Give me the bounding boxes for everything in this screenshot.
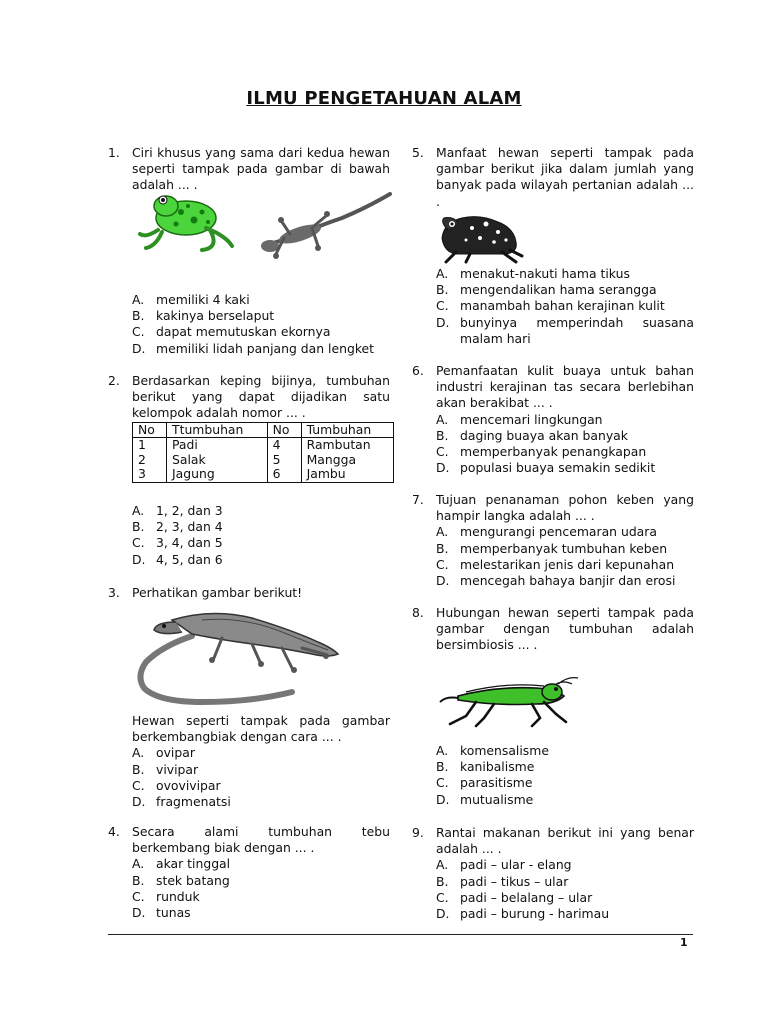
table-cell: Mangga xyxy=(301,453,393,468)
question-2 xyxy=(108,373,390,483)
question-number: 8. xyxy=(412,605,424,620)
question-stem: Hewan seperti tampak pada gambar berkembangbiak dengan cara ... . xyxy=(132,713,390,745)
option-c[interactable]: C. parasitisme xyxy=(436,775,533,791)
question-3 xyxy=(108,585,390,601)
question-number: 3. xyxy=(108,585,120,600)
option-d[interactable]: D. 4, 5, dan 6 xyxy=(132,551,223,567)
option-b[interactable]: B. padi – tikus – ular xyxy=(436,873,569,889)
plant-table xyxy=(132,422,394,483)
table-header: No xyxy=(267,422,301,438)
grasshopper-image xyxy=(436,674,580,730)
option-b[interactable]: B. mengendalikan hama serangga xyxy=(436,282,657,298)
option-d[interactable]: D. padi – burung - harimau xyxy=(436,906,610,922)
question-3-continued xyxy=(108,713,390,823)
option-b[interactable]: B. 2, 3, dan 4 xyxy=(132,519,223,535)
question-stem: Tujuan penanaman pohon keben yang hampir langka adalah ... . xyxy=(436,492,694,524)
question-1 xyxy=(108,145,390,194)
option-c[interactable]: C. padi – belalang – ular xyxy=(436,889,593,905)
footer-divider xyxy=(108,934,693,935)
option-b[interactable]: B. daging buaya akan banyak xyxy=(436,427,628,443)
question-1-options xyxy=(108,292,390,369)
question-7 xyxy=(412,492,694,602)
option-d[interactable]: D. mutualisme xyxy=(436,791,534,807)
option-d[interactable]: D. mencegah bahaya banjir dan erosi xyxy=(436,573,676,589)
option-a[interactable]: A. akar tinggal xyxy=(132,856,231,872)
question-6 xyxy=(412,363,694,489)
table-header: No xyxy=(133,422,167,438)
option-b[interactable]: B. kakinya berselaput xyxy=(132,308,275,324)
question-number: 7. xyxy=(412,492,424,507)
question-2-options xyxy=(108,503,390,580)
table-cell: 2 xyxy=(133,453,167,468)
table-row xyxy=(133,467,394,482)
toad-image xyxy=(436,208,524,264)
table-row xyxy=(133,453,394,468)
option-d[interactable]: D. populasi buaya semakin sedikit xyxy=(436,460,656,476)
option-c[interactable]: C. 3, 4, dan 5 xyxy=(132,535,223,551)
question-9 xyxy=(412,825,694,935)
table-header-row xyxy=(133,422,394,438)
option-a[interactable]: A. menakut-nakuti hama tikus xyxy=(436,266,630,281)
table-cell: 3 xyxy=(133,467,167,482)
option-c[interactable]: C. manambah bahan kerajinan kulit xyxy=(436,298,665,314)
option-b[interactable]: B. stek batang xyxy=(132,872,230,888)
table-cell: 4 xyxy=(267,438,301,453)
question-stem: Hubungan hewan seperti tampak pada gambar dengan tumbuhan adalah bersimbiosis ... . xyxy=(436,605,694,653)
question-number: 1. xyxy=(108,145,120,160)
table-header: Ttumbuhan xyxy=(167,422,268,438)
option-b[interactable]: B. vivipar xyxy=(132,761,199,777)
option-b[interactable]: B. kanibalisme xyxy=(436,759,535,775)
option-a[interactable]: A. ovipar xyxy=(132,745,195,761)
question-number: 4. xyxy=(108,824,120,839)
table-row xyxy=(133,438,394,453)
question-number: 6. xyxy=(412,363,424,378)
option-c[interactable]: C. ovovivipar xyxy=(132,777,221,793)
question-8 xyxy=(412,605,694,654)
option-a[interactable]: A. padi – ular - elang xyxy=(436,857,572,873)
question-stem: Rantai makanan berikut ini yang benar adalah ... . xyxy=(436,825,694,857)
table-cell: Salak xyxy=(167,453,268,468)
table-cell: Rambutan xyxy=(301,438,393,453)
option-a[interactable]: A. mencemari lingkungan xyxy=(436,411,603,427)
page-number: 1 xyxy=(680,936,688,949)
table-cell: Jambu xyxy=(301,467,393,482)
question-number: 2. xyxy=(108,373,120,388)
question-8-options xyxy=(412,743,694,820)
table-cell: 1 xyxy=(133,438,167,453)
question-5-options xyxy=(412,266,694,359)
option-a[interactable]: A. komensalisme xyxy=(436,743,549,758)
question-stem: Pemanfaatan kulit buaya untuk bahan industri kerajinan tas secara berlebihan akan berakibat ... . xyxy=(436,363,694,411)
option-d[interactable]: D. bunyinya memperindah suasana malam hari xyxy=(436,314,694,346)
question-5 xyxy=(412,145,694,210)
table-header: Tumbuhan xyxy=(301,422,393,438)
question-stem: Secara alami tumbuhan tebu berkembang biak dengan ... . xyxy=(132,824,390,856)
question-stem: Ciri khusus yang sama dari kedua hewan seperti tampak pada gambar di bawah adalah ... . xyxy=(132,145,390,193)
question-stem: Manfaat hewan seperti tampak pada gambar berikut jika dalam jumlah yang banyak pada wilayah pertanian adalah ... . xyxy=(436,145,694,209)
table-cell: 6 xyxy=(267,467,301,482)
option-a[interactable]: A. 1, 2, dan 3 xyxy=(132,503,223,518)
question-number: 5. xyxy=(412,145,424,160)
page-title: ILMU PENGETAHUAN ALAM xyxy=(246,88,522,109)
option-c[interactable]: C. runduk xyxy=(132,888,200,904)
lizard-image xyxy=(132,602,344,706)
question-4 xyxy=(108,824,390,934)
table-cell: 5 xyxy=(267,453,301,468)
question-stem: Berdasarkan keping bijinya, tumbuhan berikut yang dapat dijadikan satu kelompok adalah nomor ... . xyxy=(132,373,390,421)
table-cell: Padi xyxy=(167,438,268,453)
option-d[interactable]: D. memiliki lidah panjang dan lengket xyxy=(132,340,375,356)
option-b[interactable]: B. memperbanyak tumbuhan keben xyxy=(436,540,668,556)
option-c[interactable]: C. melestarikan jenis dari kepunahan xyxy=(436,556,675,572)
option-d[interactable]: D. fragmenatsi xyxy=(132,794,231,810)
option-c[interactable]: C. dapat memutuskan ekornya xyxy=(132,324,331,340)
frog-image xyxy=(136,190,236,252)
question-stem: Perhatikan gambar berikut! xyxy=(132,585,303,600)
question-number: 9. xyxy=(412,825,424,840)
table-cell: Jagung xyxy=(167,467,268,482)
option-c[interactable]: C. memperbanyak penangkapan xyxy=(436,444,647,460)
option-a[interactable]: A. memiliki 4 kaki xyxy=(132,292,250,307)
option-a[interactable]: A. mengurangi pencemaran udara xyxy=(436,524,657,540)
option-d[interactable]: D. tunas xyxy=(132,905,191,921)
gecko-image xyxy=(256,190,396,262)
